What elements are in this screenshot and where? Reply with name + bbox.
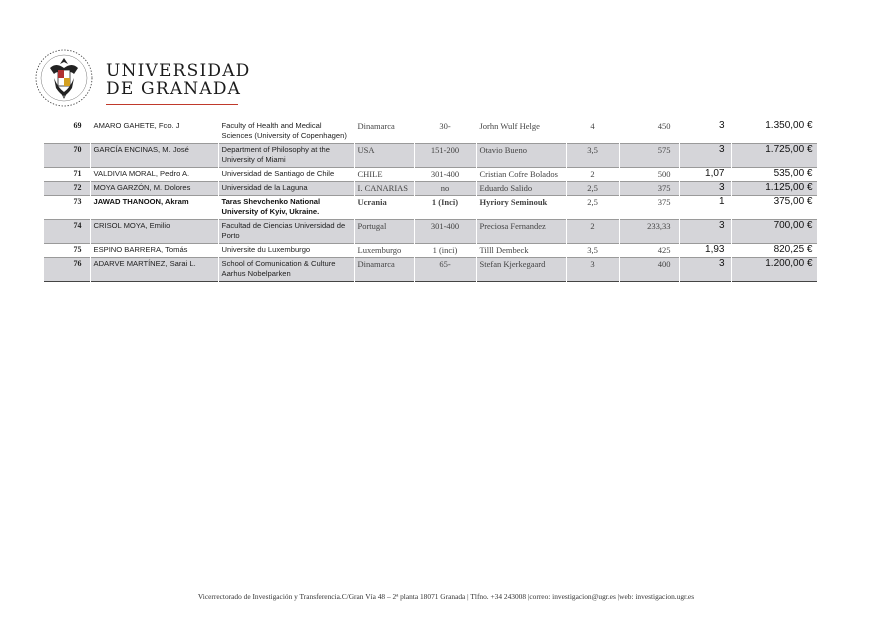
cell-amount: 500 [619,168,679,182]
cell-amount: 425 [619,244,679,258]
footer-contact: Vicerrectorado de Investigación y Transferencia.C/Gran Vía 48 – 2ª planta 18071 Granada | Tlfno. +34 243008 |correo: investigacion@ugr.es |web: investigacion.ugr.es [197,592,695,601]
cell-total: 1.200,00 € [731,258,817,282]
cell-amount: 233,33 [619,220,679,244]
table-row [44,196,817,220]
cell-country: USA [354,144,414,168]
university-brand [106,62,251,105]
cell-factor: 3 [679,182,731,196]
cell-weeks: 2 [566,168,619,182]
table-row [44,220,817,244]
cell-researcher-name: VALDIVIA MORAL, Pedro A. [90,168,218,182]
cell-total: 375,00 € [731,196,817,220]
cell-factor: 3 [679,144,731,168]
table-row [44,258,817,282]
cell-factor: 3 [679,258,731,282]
cell-ranking: 1 (inci) [414,244,476,258]
cell-factor: 1,07 [679,168,731,182]
cell-supervisor: Eduardo Salido [476,182,566,196]
cell-row-number: 75 [44,244,90,258]
cell-ranking: 1 (Inci) [414,196,476,220]
cell-country: I. CANARIAS [354,182,414,196]
cell-row-number: 69 [44,120,90,144]
cell-row-number: 72 [44,182,90,196]
cell-row-number: 76 [44,258,90,282]
cell-amount: 450 [619,120,679,144]
cell-total: 1.350,00 € [731,120,817,144]
cell-supervisor: Jorhn Wulf Helge [476,120,566,144]
cell-amount: 400 [619,258,679,282]
cell-row-number: 71 [44,168,90,182]
cell-supervisor: Hyriory Seminouk [476,196,566,220]
cell-ranking: 65- [414,258,476,282]
cell-country: Ucrania [354,196,414,220]
cell-amount: 375 [619,182,679,196]
cell-factor: 1 [679,196,731,220]
cell-institution: Universidad de Santiago de Chile [218,168,354,182]
university-seal-logo [34,48,94,108]
brand-line-1: UNIVERSIDAD [106,61,251,81]
cell-supervisor: Stefan Kjerkegaard [476,258,566,282]
cell-researcher-name: ESPINO BARRERA, Tomás [90,244,218,258]
cell-supervisor: Preciosa Fernandez [476,220,566,244]
cell-weeks: 2 [566,220,619,244]
cell-country: Dinamarca [354,120,414,144]
cell-researcher-name: CRISOL MOYA, Emilio [90,220,218,244]
cell-supervisor: Otavio Bueno [476,144,566,168]
cell-country: Portugal [354,220,414,244]
cell-researcher-name: ADARVE MARTÍNEZ, Sarai L. [90,258,218,282]
cell-factor: 1,93 [679,244,731,258]
table-row [44,144,817,168]
cell-country: CHILE [354,168,414,182]
cell-supervisor: Tilll Dembeck [476,244,566,258]
cell-institution: Universidad de la Laguna [218,182,354,196]
table-row [44,120,817,144]
cell-weeks: 4 [566,120,619,144]
cell-institution: Department of Philosophy at the University of Miami [218,144,354,168]
cell-total: 535,00 € [731,168,817,182]
grants-table [44,120,818,282]
cell-country: Luxemburgo [354,244,414,258]
cell-factor: 3 [679,220,731,244]
cell-institution: School of Comunication & Culture Aarhus Nobelparken [218,258,354,282]
cell-supervisor: Cristian Cofre Bolados [476,168,566,182]
cell-row-number: 74 [44,220,90,244]
cell-amount: 375 [619,196,679,220]
cell-ranking: no [414,182,476,196]
cell-researcher-name: JAWAD THANOON, Akram [90,196,218,220]
cell-weeks: 3,5 [566,244,619,258]
cell-institution: Universite du Luxemburgo [218,244,354,258]
cell-ranking: 301-400 [414,220,476,244]
cell-factor: 3 [679,120,731,144]
cell-institution: Taras Shevchenko National University of Kyiv, Ukraine. [218,196,354,220]
cell-total: 1.125,00 € [731,182,817,196]
cell-researcher-name: MOYA GARZÓN, M. Dolores [90,182,218,196]
cell-weeks: 3 [566,258,619,282]
table-row [44,182,817,196]
cell-weeks: 3,5 [566,144,619,168]
cell-ranking: 301-400 [414,168,476,182]
cell-country: Dinamarca [354,258,414,282]
cell-total: 700,00 € [731,220,817,244]
table-row [44,168,817,182]
brand-underline [106,104,238,105]
cell-amount: 575 [619,144,679,168]
cell-ranking: 30- [414,120,476,144]
cell-row-number: 70 [44,144,90,168]
table-row [44,244,817,258]
cell-weeks: 2,5 [566,196,619,220]
cell-researcher-name: GARCÍA ENCINAS, M. José [90,144,218,168]
cell-researcher-name: AMARO GAHETE, Fco. J [90,120,218,144]
brand-line-2: DE GRANADA [106,79,242,99]
cell-weeks: 2,5 [566,182,619,196]
cell-total: 820,25 € [731,244,817,258]
cell-total: 1.725,00 € [731,144,817,168]
cell-row-number: 73 [44,196,90,220]
cell-ranking: 151-200 [414,144,476,168]
cell-institution: Faculty of Health and Medical Sciences (University of Copenhagen) [218,120,354,144]
cell-institution: Facultad de Ciencias Universidad de Porto [218,220,354,244]
